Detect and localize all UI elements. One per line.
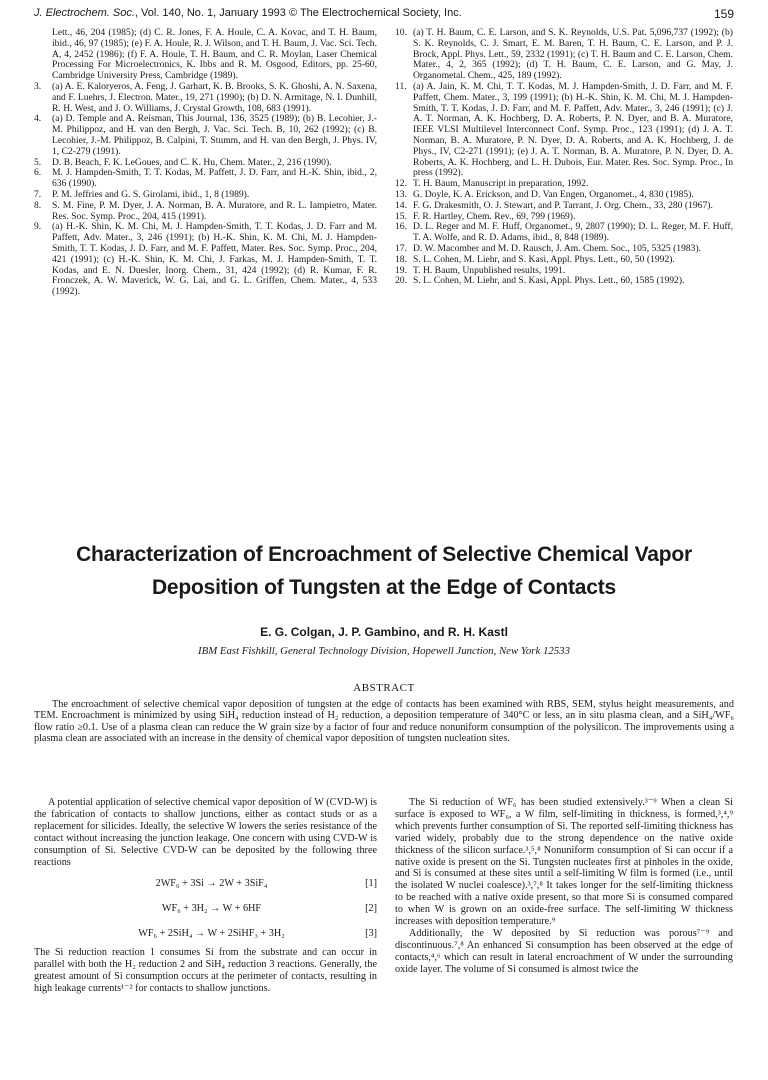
references-column-right <box>395 28 733 287</box>
reference-entry: 12. T. H. Baum, Manuscript in preparation, 1992. <box>395 178 589 190</box>
journal-issue: , Vol. 140, No. 1, January 1993 © The Electrochemical Society, Inc. <box>134 7 462 19</box>
journal-citation <box>34 7 462 23</box>
reference-entry: 7. P. M. Jeffries and G. S. Girolami, ibid., 1, 8 (1989). <box>34 188 250 200</box>
body-paragraph: Additionally, the W deposited by Si reduction was porous⁷⁻⁹ and discontinuous.⁷,⁸ An enhanced Si consumption has been observed at the edge of contacts,⁴,⁶ which can result in lateral encroachment of W under the surrounding oxide layer. The volume of Si consumed is almost twice the <box>395 927 733 975</box>
equation-number: [3] <box>365 928 377 940</box>
equation-expression: 2WF₆ + 3Si → 2W + 3SiF₄ <box>155 878 268 890</box>
article-title-line: Deposition of Tungsten at the Edge of Contacts <box>151 576 617 599</box>
running-header <box>34 7 734 23</box>
reference-entry: 15. F. R. Hartley, Chem. Rev., 69, 799 (1969). <box>395 210 576 222</box>
reference-entry: 5. D. B. Beach, F. K. LeGoues, and C. K. Hu, Chem. Mater., 2, 216 (1990). <box>34 156 332 168</box>
equation-number: [2] <box>365 903 377 915</box>
article-title-line: Characterization of Encroachment of Selective Chemical Vapor <box>76 543 692 566</box>
reference-entry: 19. T. H. Baum, Unpublished results, 1991. <box>395 264 566 276</box>
body-column-left <box>34 797 377 995</box>
reference-entry: 4. (a) D. Temple and A. Reisman, This Journal, 136, 3525 (1989); (b) B. Lecohier, J.-M. Philippoz, and H. van den Bergh, J. Vac. Sci. Tech. B, 10, 262 (1992); (c) B. Lecohier, J.-M. Philippoz, B. Calpini, T. Stumm, and H. van den Bergh, J. Phys. IV, 1, C2-279 (1991). <box>34 113 377 157</box>
body-paragraph: The Si reduction of WF₆ has been studied extensively.³⁻⁹ When a clean Si surface is exposed to WF₆, a W film, self-limiting in thickness, is formed,³,⁴,⁹ which prevents further consumption of Si. The reported self-limiting thickness has varied widely, probably due to the strong dependence on the native oxide thickness of the silicon surface.³,⁵,⁸ Nonuniform consumption of Si can occur if a native oxide is present on the Si. Tungsten nucleates first at pinholes in the oxide, and Si is consumed at these sites until a self-limiting W film is formed (i.e., until the isolated W nuclei coalesce).³,⁷,⁸ It takes longer for the self-limiting thickness to be reached with a native oxide present, so that more Si is consumed compared to when W is grown on an oxide-free surface. The self-limiting W thickness increases with deposition temperature.⁹ <box>395 797 733 928</box>
reference-entry: 6. M. J. Hampden-Smith, T. T. Kodas, M. Paffett, J. D. Farr, and H.-K. Shin, ibid., 2, 636 (1990). <box>34 167 377 190</box>
author-affiliation: IBM East Fishkill, General Technology Division, Hopewell Junction, New York 12533 <box>198 645 570 657</box>
reference-entry: 8. S. M. Fine, P. M. Dyer, J. A. Norman, B. A. Muratore, and R. L. Iampietro, Mater. Res. Soc. Symp. Proc., 204, 415 (1991). <box>34 199 377 222</box>
abstract-heading: ABSTRACT <box>353 682 415 694</box>
equation-3 <box>34 924 377 943</box>
reference-entry: Lett., 46, 204 (1985); (d) C. R. Jones, F. A. Houle, C. A. Kovac, and T. H. Baum, ibid., 46, 97 (1985); (e) F. A. Houle, R. J. Wilson, and T. H. Baum, J. Vac. Sci. Tech. A, 4, 2452 (1986); (f) F. A. Houle, T. H. Baum, and C. R. Moylan, Laser Chemical Processing For Microelectronics, K. Ibbs and R. M. Osgood, Editors, pp. 25-60, Cambridge University Press, Cambridge (1989). <box>52 27 377 82</box>
body-column-right <box>395 797 733 976</box>
reference-entry: 13. G. Doyle, K. A. Erickson, and D. Van Engen, Organomet., 4, 830 (1985). <box>395 188 694 200</box>
reference-entry: 18. S. L. Cohen, M. Liehr, and S. Kasi, Appl. Phys. Lett., 60, 50 (1992). <box>395 253 675 265</box>
reference-entry: 17. D. W. Macomber and M. D. Rausch, J. Am. Chem. Soc., 105, 5325 (1983). <box>395 242 702 254</box>
reference-entry: 11. (a) A. Jain, K. M. Chi, T. T. Kodas, M. J. Hampden-Smith, J. D. Farr, and M. F. Paffett, Chem. Mater., 3, 199 (1991); (b) H.-K. Shin, K. M. Chi, M. J. Hampden-Smith, T. T. Kodas, J. D. Farr, and M. F. Paffett, Adv. Mater., 3, 246 (1991); (c) J. A. T. Norman, A. K. Hochberg, D. A. Roberts, P. N. Dyer, and B. A. Muratore, IEEE VLSI Multilevel Interconnect Conf. Symp. Proc., 123 (1991); (d) J. A. T. Norman, B. A. Muratore, P. N. Dyer, D. A. Roberts, and A. K. Hochberg, J. de Phys., IV, C2-271 (1991); (e) J. A. T. Norman, B. A. Muratore, P. N. Dyer, D. A. Roberts, A. K. Hochberg, and L. H. Dubois, Eur. Mater. Res. Soc. Symp. Proc., In press (1992). <box>395 80 733 179</box>
article-authors: E. G. Colgan, J. P. Gambino, and R. H. Kastl <box>260 625 508 639</box>
references-column-left <box>34 28 377 298</box>
reference-entry: 16. D. L. Reger and M. F. Huff, Organomet., 9, 2807 (1990); D. L. Reger, M. F. Huff, T. A. Wolfe, and R. D. Adams, ibid., 8, 848 (1989). <box>395 221 733 244</box>
reference-entry: 3. (a) A. E. Kaloryeros, A. Feng, J. Garhart, K. B. Brooks, S. K. Ghoshi, A. N. Saxena, and F. Luehrs, J. Electron. Mater., 19, 271 (1990); (b) D. N. Armitage, N. I. Dunhill, R. H. West, and J. O. Williams, J. Crystal Growth, 108, 683 (1991). <box>34 80 377 114</box>
reference-entry: 10. (a) T. H. Baum, C. E. Larson, and S. K. Reynolds, U.S. Pat. 5,096,737 (1992); (b) S. K. Reynolds, C. J. Smart, E. M. Baren, T. H. Baum, C. E. Larson, and P. J. Brock, Appl. Phys. Lett., 59, 2332 (1991); (c) T. H. Baum and C. E. Larson, Chem. Mater., 4, 2, 365 (1992); (d) T. H. Baum, C. E. Larson, and G. May, J. Organometal. Chem., 425, 189 (1992). <box>395 27 733 82</box>
reference-entry: 9. (a) H.-K. Shin, K. M. Chi, M. J. Hampden-Smith, T. T. Kodas, J. D. Farr and M. Paffett, Adv. Mater., 3, 246 (1991); (b) H.-K. Shin, K. M. Chi, M. J. Hampden-Smith, T. T. Kodas, J. D. Farr, and M. F. Paffett, Mater. Res. Soc. Symp. Proc., 204, 421 (1991); (c) H.-K. Shin, K. M. Chi, J. Farkas, M. J. Hampden-Smith, T. T. Kodas, and E. N. Duesler, Inorg. Chem., 31, 424 (1992); (d) R. Kumar, F. R. Fronczek, A. W. Maverick, W. G. Lai, and G. L. Griffen, Chem. Mater., 4, 533 (1992). <box>34 221 377 298</box>
body-paragraph: A potential application of selective chemical vapor deposition of W (CVD-W) is the fabrication of contacts to shallow junctions, either as contact studs or as a replacement for silicides. Ideally, the selective W lowers the series resistance of the contact without increasing the junction leakage. One concern with using CVD-W is consumption of Si. Selective CVD-W can be deposited by the following three reactions <box>34 797 377 868</box>
equation-2 <box>34 899 377 918</box>
equation-number: [1] <box>365 878 377 890</box>
equation-expression: WF₆ + 3H₂ → W + 6HF <box>161 903 262 915</box>
abstract-text: The encroachment of selective chemical vapor deposition of tungsten at the edge of contacts has been examined with RBS, SEM, stylus height measurements, and TEM. Encroachment is minimized by using SiH₄ reduction instead of H₂ reduction, a deposition temperature of 340°C or less, an in situ plasma clean, and a SiH₄/WF₆ flow ratio ≥0.1. Use of a plasma clean can reduce the W grain size by a factor of four and reduce nonuniform consumption of the polysilicon. The improvements using a plasma clean are associated with an increase in the density of chemical vapor deposition of tungsten nucleation sites. <box>34 699 734 745</box>
page-number: 159 <box>713 7 734 21</box>
equation-expression: WF₆ + 2SiH₄ → W + 2SiHF₃ + 3H₂ <box>138 928 285 940</box>
journal-name: J. Electrochem. Soc. <box>34 7 135 19</box>
reference-entry: 20. S. L. Cohen, M. Liehr, and S. Kasi, Appl. Phys. Lett., 60, 1585 (1992). <box>395 275 685 287</box>
article-title <box>30 538 738 604</box>
body-paragraph: The Si reduction reaction 1 consumes Si from the substrate and can occur in parallel with both the H₂ reduction 2 and SiH₄ reduction 3 reactions. Generally, the greatest amount of Si consumption occurs at the perimeter of contacts, resulting in high leakage currents¹⁻² for contacts to shallow junctions. <box>34 947 377 995</box>
reference-entry: 14. F. G. Drakesmith, O. J. Stewart, and P. Tarrant, J. Org. Chem., 33, 280 (1967). <box>395 199 713 211</box>
equation-1 <box>34 874 377 893</box>
